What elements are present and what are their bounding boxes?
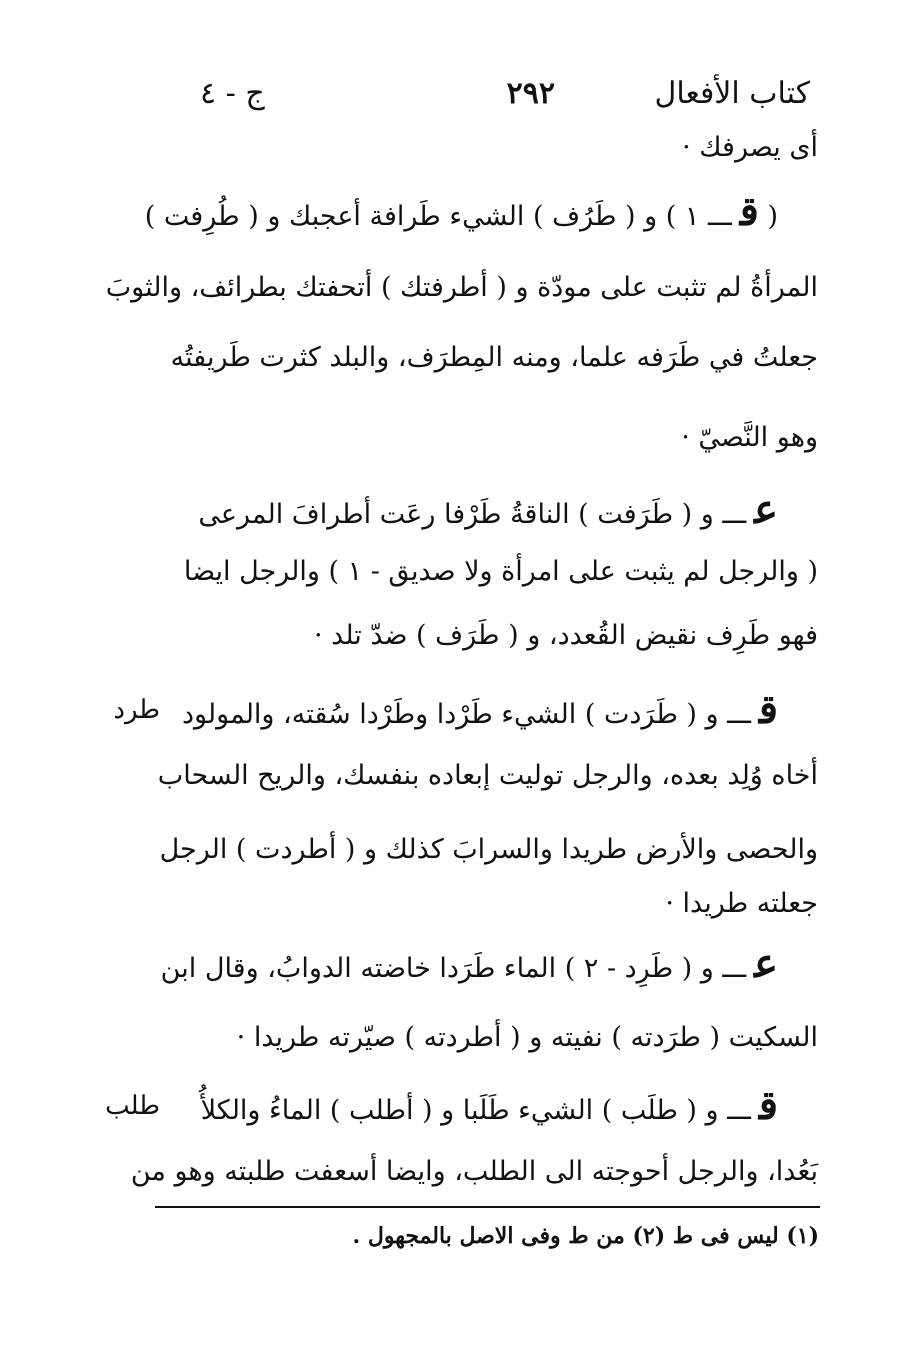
footnote: (١) ليس فى ط (٢) من ط وفى الاصل بالمجهول .: [352, 1223, 819, 1249]
text-line: جعلتُ في طَرَفه علما، ومنه المِطرَف، والبلد كثرت طَريفتُه: [170, 342, 818, 373]
footnote-divider: [155, 1206, 820, 1208]
entry-letter: ع: [754, 940, 778, 987]
text-line: السكيت ( طرَدته ) نفيته و ( أطردته ) صيّرته طريدا ·: [236, 1022, 818, 1053]
entry-letter: ع: [754, 486, 778, 533]
entry-letter: ق: [758, 686, 778, 733]
margin-root-word: طلب: [105, 1091, 160, 1121]
margin-root-word: طرد: [113, 695, 160, 725]
text-line: والحصى والأرض طريدا والسرابَ كذلك و ( أطردت ) الرجل: [159, 834, 818, 865]
text-line: المرأةُ لم تثبت على مودّة و ( أطرفتك ) أتحفتك بطرائف، والثوبَ: [105, 272, 818, 303]
text-line: فهو طَرِف نقيض القُعدد، و ( طَرَف ) ضدّ تلد ·: [313, 620, 818, 651]
volume-label: ج - ٤: [200, 76, 265, 111]
text-line: ( والرجل لم يثبت على امرأة ولا صديق - ١ ) والرجل ايضا: [183, 556, 818, 587]
text-line: أى يصرفك ·: [682, 132, 818, 163]
text-line: عـــ و ( طَرِد - ٢ ) الماء طَرَدا خاضته الدوابُ، وقال ابن: [160, 940, 778, 987]
text-line: عـــ و ( طَرَفت ) الناقةُ طَرْفا رعَت أطرافَ المرعى: [198, 486, 778, 533]
text-line: أخاه وُلِد بعده، والرجل توليت إبعاده بنفسك، والريح السحاب: [157, 760, 818, 791]
text-line: بَعُدا، والرجل أحوجته الى الطلب، وايضا أسعفت طلبته وهو من: [130, 1156, 818, 1187]
text-line: قـــ و ( طَرَدت ) الشيء طَرْدا وطَرْدا سُقته، والمولود: [181, 686, 778, 733]
entry-letter: (: [758, 201, 778, 232]
text-line: قـــ و ( طلَب ) الشيء طَلَبا و ( أطلب ) الماءُ والكلأُ: [200, 1082, 778, 1129]
entry-letter: ق: [739, 188, 759, 235]
book-title: كتاب الأفعال: [654, 76, 810, 111]
page-number: ٢٩٢: [506, 76, 555, 111]
text-line: وهو النَّصيّ ·: [681, 422, 818, 453]
text-line: ( قـــ ١ ) و ( طَرُف ) الشيء طَرافة أعجبك و ( طُرِفت ): [144, 188, 778, 235]
page-header: [200, 72, 810, 122]
entry-letter: ق: [758, 1082, 778, 1129]
text-line: جعلته طريدا ·: [665, 888, 818, 919]
